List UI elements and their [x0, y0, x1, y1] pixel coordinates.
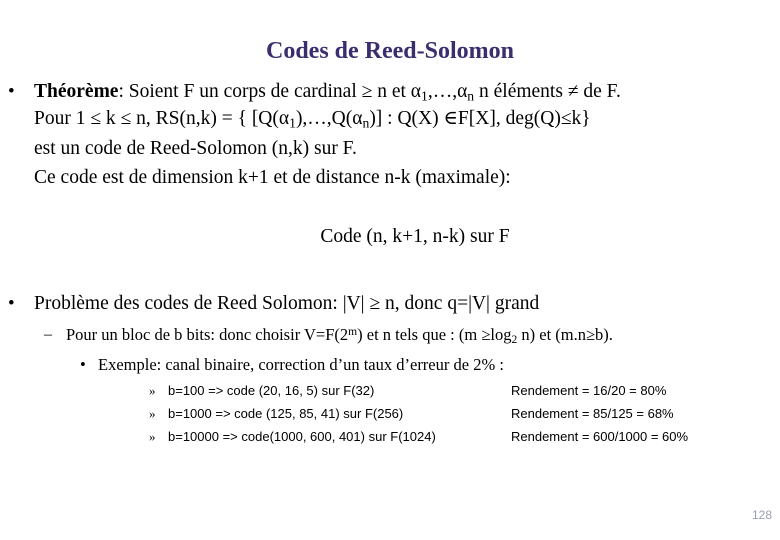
raquo-bullet: » [149, 429, 156, 444]
alpha-symbol: α [352, 108, 363, 129]
theorem-center-code: Code (n, k+1, n-k) sur F [320, 226, 510, 247]
dash-bullet: – [44, 326, 52, 343]
example-row-left: b=10000 => code(1000, 600, 401) sur F(1024) [168, 429, 436, 444]
theorem-line-2: Pour 1 ≤ k ≤ n, RS(n,k) = { $[Q(\alpha_1),\dots,Q(\alpha_n)]$ : Q(X) ∈F[X], deg(Q)≤k} [34, 108, 591, 131]
problem-sub: Pour un bloc de b bits: donc choisir $V=F(2^m)$ et n tels que : ($m \ge\log_2$ n) et (m.n≥b). [66, 325, 613, 346]
bullet-example: • [80, 355, 86, 374]
page-title: Codes de Reed-Solomon [265, 38, 514, 64]
example-row-right: Rendement = 85/125 = 68% [511, 406, 674, 421]
theorem-line-1: Théorème: Soient F un corps de cardinal ≥ n et $\alpha_1,\dots,\alpha_n$ n éléments ≠ de F. [34, 81, 621, 104]
example-row-right: Rendement = 16/20 = 80% [511, 383, 667, 398]
alpha-symbol: α [457, 81, 468, 102]
raquo-bullet: » [149, 383, 156, 398]
theorem-line-3: est un code de Reed-Solomon (n,k) sur F. [34, 138, 357, 159]
bullet-theorem: • [8, 81, 15, 102]
problem-example: Exemple: canal binaire, correction d’un taux d’erreur de 2% : [98, 355, 504, 374]
raquo-bullet: » [149, 406, 156, 421]
problem-main: Problème des codes de Reed Solomon: |V| ≥ n, donc q=|V| grand [34, 293, 540, 314]
example-row-right: Rendement = 600/1000 = 60% [511, 429, 689, 444]
page-number: 128 [751, 508, 772, 522]
theorem-line-4: Ce code est de dimension k+1 et de distance n-k (maximale): [34, 167, 511, 188]
example-row-left: b=100 => code (20, 16, 5) sur F(32) [168, 383, 375, 398]
bullet-problem: • [8, 293, 15, 314]
example-row-left: b=1000 => code (125, 85, 41) sur F(256) [168, 406, 404, 421]
theorem-label: Théorème [34, 81, 119, 102]
alpha-symbol: α [410, 81, 421, 102]
alpha-symbol: α [278, 108, 290, 129]
